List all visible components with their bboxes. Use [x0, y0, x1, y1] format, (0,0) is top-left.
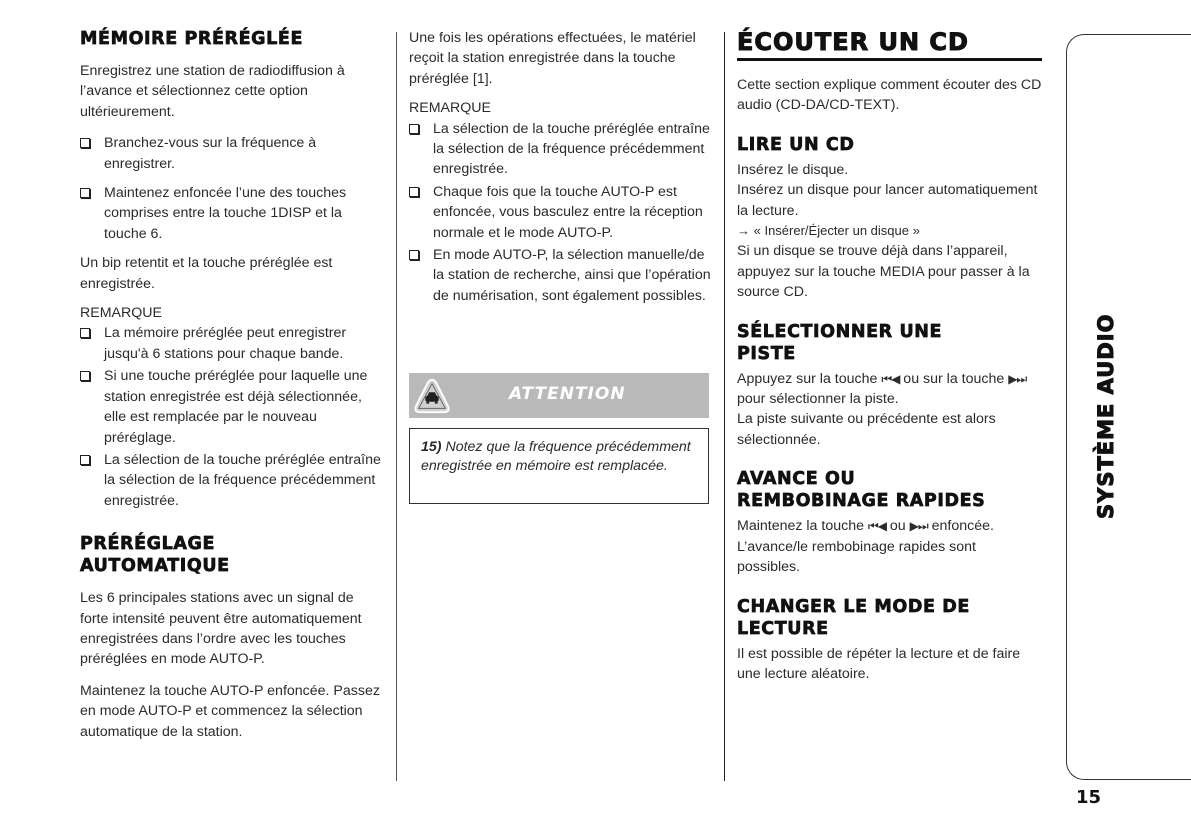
section-prereglage-automatique [80, 533, 385, 742]
chapter-tab-label: SYSTÈME AUDIO [1094, 313, 1118, 519]
paragraph: Insérez un disque pour lancer automatiquement la lecture. [737, 182, 1038, 219]
checkbox-bullet-icon [409, 250, 419, 260]
column-3 [737, 28, 1042, 684]
list-item: Si une touche préréglée pour laquelle une station enregistrée est déjà sélectionnée, elle est remplacée par le nouveau préréglage. [80, 366, 385, 448]
steps-list [80, 133, 385, 244]
checkbox-bullet-icon [409, 187, 419, 197]
checkbox-bullet-icon [80, 371, 90, 381]
list-item: Maintenez enfoncée l’une des touches comprises entre la touche 1DISP et la touche 6. [80, 183, 385, 244]
section-changer-mode [737, 596, 1042, 685]
attention-label: ATTENTION [509, 384, 626, 404]
paragraph: La piste suivante ou précédente est alors sélectionnée. [737, 411, 996, 448]
heading-selectionner-line1: SÉLECTIONNER UNE [737, 321, 943, 342]
heading-avance-line2: REMBOBINAGE RAPIDES [737, 491, 986, 512]
remark-label: REMARQUE [409, 100, 491, 117]
column-2 [409, 28, 711, 308]
heading-ecouter-un-cd: ÉCOUTER UN CD [737, 28, 1042, 61]
column-1 [80, 28, 385, 742]
heading-selectionner-line2: PISTE [737, 343, 796, 364]
heading-changer-line2: LECTURE [737, 618, 829, 639]
rewind-icon: ⏮◀ [867, 519, 886, 534]
cross-reference-link[interactable]: → « Insérer/Éjecter un disque » [737, 223, 920, 239]
checkbox-bullet-icon [80, 328, 90, 338]
checkbox-bullet-icon [80, 138, 90, 148]
attention-banner [409, 373, 709, 418]
heading-lire-un-cd: LIRE UN CD [737, 134, 855, 155]
paragraph: Si un disque se trouve déjà dans l’appareil, appuyez sur la touche MEDIA pour passer à la source CD. [737, 243, 1030, 301]
list-item: La mémoire préréglée peut enregistrer jusqu'à 6 stations pour chaque bande. [80, 323, 385, 364]
paragraph: Maintenez la touche AUTO-P enfoncée. Passez en mode AUTO-P et commencez la sélection automatique de la station. [80, 682, 380, 740]
remarks-list [80, 323, 385, 511]
column-divider-2 [724, 32, 725, 781]
list-item: Branchez-vous sur la fréquence à enregistrer. [80, 133, 385, 174]
checkbox-bullet-icon [409, 124, 419, 134]
list-item: En mode AUTO-P, la sélection manuelle/de la station de recherche, ainsi que l’opération de numérisation, sont également possibles. [409, 245, 711, 306]
chapter-tab [1066, 34, 1191, 780]
intro-text: Une fois les opérations effectuées, le matériel reçoit la station enregistrée dans la touche préréglée [1]. [409, 30, 696, 87]
column-divider-1 [396, 32, 397, 781]
section-avance-rembobinage [737, 468, 1042, 577]
page-number: 15 [1076, 787, 1102, 808]
paragraph: Appuyez sur la touche ⏮◀ ou sur la touche ▶⏭ pour sélectionner la piste. [737, 370, 1027, 408]
intro-text: Enregistrez une station de radiodiffusion à l’avance et sélectionnez cette option ultérieurement. [80, 63, 345, 120]
next-track-icon: ▶⏭ [1008, 371, 1027, 386]
section-selectionner-piste [737, 321, 1042, 451]
result-text: Un bip retentit et la touche préréglée est enregistrée. [80, 255, 333, 292]
paragraph: Il est possible de répéter la lecture et de faire une lecture aléatoire. [737, 645, 1021, 682]
attention-note [409, 428, 709, 504]
checkbox-bullet-icon [80, 188, 90, 198]
note-text: Notez que la fréquence précédemment enregistrée en mémoire est remplacée. [421, 439, 691, 474]
previous-track-icon: ⏮◀ [881, 371, 900, 386]
remark-label: REMARQUE [80, 305, 162, 322]
remarks-list [409, 119, 711, 307]
heading-avance-line1: AVANCE OU [737, 469, 856, 490]
paragraph: Maintenez la touche ⏮◀ ou ▶⏭ enfoncée. L’avance/le rembobinage rapides sont possibles. [737, 518, 994, 576]
intro-text: Cette section explique comment écouter des CD audio (CD-DA/CD-TEXT). [737, 77, 1042, 114]
heading-memoire-prereglee: MÉMOIRE PRÉRÉGLÉE [80, 29, 304, 49]
paragraph: Insérez le disque. [737, 161, 849, 178]
list-item: Chaque fois que la touche AUTO-P est enfoncée, vous basculez entre la réception normale et le mode AUTO-P. [409, 182, 711, 243]
heading-prereglage-line2: AUTOMATIQUE [80, 556, 230, 577]
list-item: La sélection de la touche préréglée entraîne la sélection de la fréquence précédemment enregistrée. [409, 119, 711, 180]
paragraph: Les 6 principales stations avec un signal de forte intensité peuvent être automatiquement enregistrées dans l’ordre avec les touches préréglées en mode AUTO-P. [80, 590, 362, 668]
car-warning-triangle-icon [413, 377, 451, 415]
heading-prereglage-line1: PRÉRÉGLAGE [80, 534, 216, 555]
fast-forward-icon: ▶⏭ [909, 519, 928, 534]
heading-changer-line1: CHANGER LE MODE DE [737, 596, 970, 617]
checkbox-bullet-icon [80, 455, 90, 465]
note-number: 15) [421, 439, 442, 455]
list-item: La sélection de la touche préréglée entraîne la sélection de la fréquence précédemment enregistrée. [80, 450, 385, 511]
section-lire-un-cd [737, 134, 1042, 303]
